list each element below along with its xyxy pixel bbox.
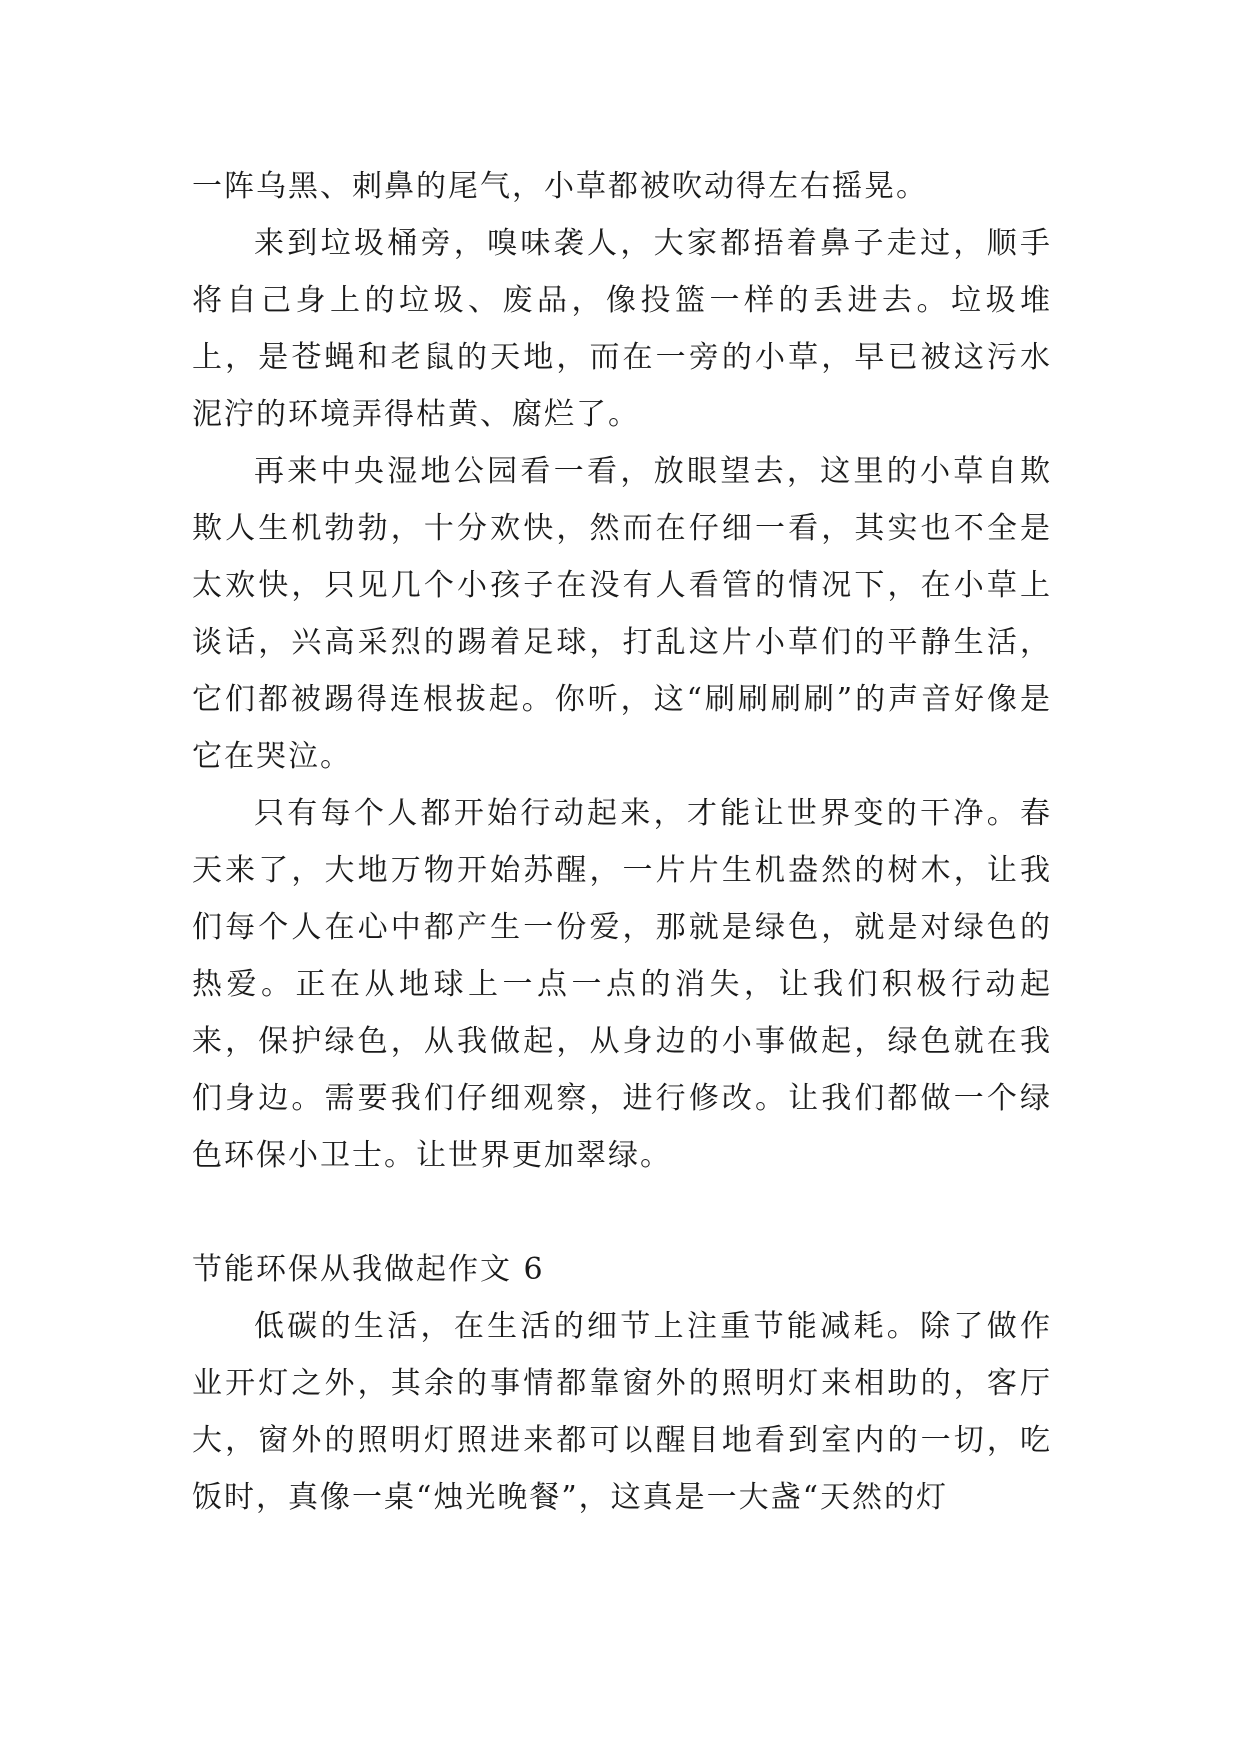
paragraph: 再来中央湿地公园看一看，放眼望去，这里的小草自欺欺人生机勃勃，十分欢快，然而在仔细一看，其实也不全是太欢快，只见几个小孩子在没有人看管的情况下，在小草上谈话，兴高采烈的踢着足球，打乱这片小草们的平静生活，它们都被踢得连根拔起。你听，这“刷刷刷刷”的声音好像是它在哭泣。 <box>192 454 1052 774</box>
paragraph: 来到垃圾桶旁，嗅味袭人，大家都捂着鼻子走过，顺手将自己身上的垃圾、废品，像投篮一样的丢进去。垃圾堆上，是苍蝇和老鼠的天地，而在一旁的小草，早已被这污水泥泞的环境弄得枯黄、腐烂了。 <box>192 226 1052 432</box>
paragraph: 低碳的生活，在生活的细节上注重节能减耗。除了做作业开灯之外，其余的事情都靠窗外的照明灯来相助的，客厅大，窗外的照明灯照进来都可以醒目地看到室内的一切，吃饭时，真像一桌“烛光晚餐”，这真是一大盏“天然的灯 <box>192 1309 1052 1515</box>
paragraph: 只有每个人都开始行动起来，才能让世界变的干净。春天来了，大地万物开始苏醒，一片片生机盎然的树木，让我们每个人在心中都产生一份爱，那就是绿色，就是对绿色的热爱。正在从地球上一点一点的消失，让我们积极行动起来，保护绿色，从我做起，从身边的小事做起，绿色就在我们身边。需要我们仔细观察，进行修改。让我们都做一个绿色环保小卫士。让世界更加翠绿。 <box>192 796 1052 1173</box>
paragraph: 一阵乌黑、刺鼻的尾气，小草都被吹动得左右摇晃。 <box>192 169 928 204</box>
section-title: 节能环保从我做起作文 6 <box>192 1252 545 1287</box>
document-body <box>192 158 1052 1526</box>
section-spacer <box>192 1184 1052 1241</box>
